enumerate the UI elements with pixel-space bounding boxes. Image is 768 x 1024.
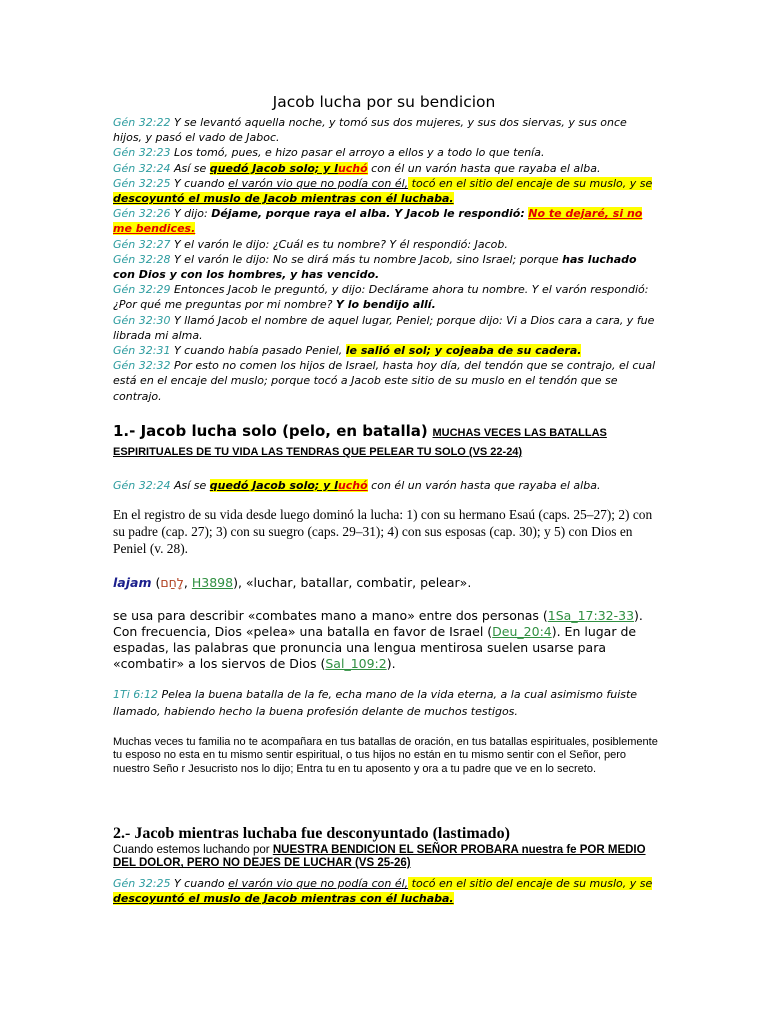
verse-25 <box>113 176 658 206</box>
verse-ref: Gén 32:24 <box>113 161 171 175</box>
verse-ref: Gén 32:32 <box>113 359 171 373</box>
section-1-subtitle: MUCHAS VECES LAS BATALLAS ESPIRITUALES DE TU VIDA LAS TENDRAS QUE PELEAR TU SOLO (VS 22-24) <box>113 427 607 458</box>
highlight-text: quedó Jacob solo; y l <box>209 161 338 175</box>
usage-text: ). <box>386 656 396 671</box>
section-2-intro <box>113 844 668 871</box>
punct: , <box>183 575 192 590</box>
section-2-heading: 2.- Jacob mientras luchaba fue desconyuntado (lastimado) <box>113 825 510 842</box>
verse-text: Y llamó Jacob el nombre de aquel lugar, Peniel; porque dijo: Vi a Dios cara a cara, y fue librada mi alma. <box>113 313 655 342</box>
verse-ref: Gén 32:30 <box>113 313 171 327</box>
verse-ref: Gén 32:23 <box>113 146 171 160</box>
intro-bold-text: NUESTRA BENDICION EL SEÑOR PROBARA nuestra fe POR MEDIO DEL DOLOR, PERO NO DEJES DE LUCHAR (VS 25-26) <box>113 844 646 870</box>
verse-ref: Gén 32:29 <box>113 283 171 297</box>
bold-text: Déjame, porque raya el alba. Y Jacob le respondió: <box>211 207 525 221</box>
ref-link-1sa[interactable]: 1Sa_17:32-33 <box>547 608 635 623</box>
usage-text: ). Con frecuencia, Dios «pelea» una batalla en favor de Israel ( <box>113 608 643 639</box>
underlined-text: el varón vio que no podía con él, <box>228 877 409 890</box>
verse-text: Y cuando <box>170 176 229 190</box>
verse-text: Por esto no comen los hijos de Israel, hasta hoy día, del tendón que se contrajo, el cual está en el encaje del muslo; porque tocó a Jacob este sitio de su muslo en el tendón que se contrajo. <box>113 359 656 403</box>
section-1-heading <box>113 423 663 461</box>
document-title: Jacob lucha por su bendicion <box>272 93 496 111</box>
lajam-word: lajam <box>113 575 152 590</box>
highlight-text: tocó en el sitio del encaje de su muslo, y se <box>408 176 653 190</box>
verse-28 <box>113 252 658 282</box>
verse-24 <box>113 161 658 176</box>
verse-ref: Gén 32:24 <box>113 479 171 492</box>
highlight-bold-text: descoyuntó el muslo de Jacob mientras con él luchaba. <box>113 892 454 906</box>
highlight-text: tocó en el sitio del encaje de su muslo, y se <box>408 877 653 890</box>
genesis-32-passage <box>113 115 658 404</box>
highlight-red-text: No te dejaré, si no me bendices. <box>113 207 643 236</box>
verse-32 <box>113 358 658 404</box>
verse-31 <box>113 343 658 358</box>
verse-text: Y cuando había pasado Peniel, <box>170 344 346 358</box>
bold-text: has luchado con Dios y con los hombres, y has vencido. <box>113 252 637 282</box>
usage-paragraph <box>113 608 658 672</box>
highlight-red-text: uchó <box>337 161 368 175</box>
verse-text: Y se levantó aquella noche, y tomó sus dos mujeres, y sus dos siervas, y sus once hijos, y pasó el vado de Jaboc. <box>113 116 627 145</box>
verse-text: Y el varón le dijo: No se dirá más tu nombre Jacob, sino Israel; porque <box>170 252 563 266</box>
section-1-verse <box>113 478 673 493</box>
usage-text: se usa para describir «combates mano a mano» entre dos personas ( <box>113 608 548 623</box>
verse-text: Así se <box>170 479 210 492</box>
verse-text: Pelea la buena batalla de la fe, echa mano de la vida eterna, a la cual asimismo fuiste llamado, habiendo hecho la buena profesión delante de muchos testigos. <box>113 688 638 718</box>
section-1-title: 1.- Jacob lucha solo (pelo, en batalla) <box>113 422 428 440</box>
highlight-bold-text: le salió el sol; y cojeaba de su cadera. <box>345 344 582 358</box>
verse-ref: Gén 32:27 <box>113 237 171 251</box>
ref-link-sal[interactable]: Sal_109:2 <box>325 656 387 671</box>
verse-30 <box>113 313 658 343</box>
verse-ref: Gén 32:26 <box>113 207 171 221</box>
verse-text: Entonces Jacob le preguntó, y dijo: Declárame ahora tu nombre. Y el varón respondió: ¿Por qué me preguntas por mi nombre? <box>113 283 649 312</box>
hebrew-word: לָחַם <box>160 575 184 590</box>
usage-text: ). En lugar de espadas, las palabras que pronuncia una lengua mentirosa suelen usarse para «combatir» a los siervos de Dios ( <box>113 624 637 671</box>
highlight-bold-text: descoyuntó el muslo de Jacob mientras con él luchaba. <box>113 192 454 206</box>
verse-text: Y cuando <box>170 877 229 890</box>
verse-text: Y dijo: <box>170 207 212 221</box>
family-paragraph: Muchas veces tu familia no te acompañara en tus batallas de oración, en tus batallas espirituales, posiblemente tu esposo no esta en tu mismo sentir espiritual, o tus hijos no están en tu mismo sentir con el Señor, pero nuestro Seño r Jesucristo nos lo dijo; Entra tu en tu aposento y ora a tu padre que ve en lo secreto. <box>113 736 658 775</box>
punct: ( <box>151 575 161 590</box>
verse-text: con él un varón hasta que rayaba el alba. <box>367 161 601 175</box>
verse-ref: 1Ti 6:12 <box>113 688 158 701</box>
verse-text: Y el varón le dijo: ¿Cuál es tu nombre? Y él respondió: Jacob. <box>170 237 508 251</box>
verse-27 <box>113 237 658 252</box>
verse-ref: Gén 32:25 <box>113 877 171 890</box>
highlight-text: quedó Jacob solo; y l <box>209 479 338 492</box>
lajam-definition <box>113 574 658 592</box>
intro-text: Cuando estemos luchando por <box>113 844 273 856</box>
verse-23 <box>113 145 658 160</box>
verse-22 <box>113 115 658 145</box>
verse-text: con él un varón hasta que rayaba el alba. <box>367 479 601 492</box>
verse-ref: Gén 32:28 <box>113 252 171 266</box>
strong-number-link[interactable]: H3898 <box>191 575 234 590</box>
definition-text: ), «luchar, batallar, combatir, pelear». <box>233 575 472 590</box>
timothy-verse <box>113 686 658 720</box>
verse-ref: Gén 32:25 <box>113 176 171 190</box>
ref-link-deu[interactable]: Deu_20:4 <box>492 624 552 639</box>
verse-29 <box>113 282 658 312</box>
verse-26 <box>113 206 658 236</box>
highlight-red-text: uchó <box>337 479 368 492</box>
verse-ref: Gén 32:31 <box>113 344 171 358</box>
section-1-paragraph: En el registro de su vida desde luego dominó la lucha: 1) con su hermano Esaú (caps. 25–27); 2) con su padre (cap. 27); 3) con su suegro (caps. 29–31); 4) con sus esposas (cap. 30); y 5) con Dios en Peniel (v. 28). <box>113 507 653 557</box>
verse-ref: Gén 32:22 <box>113 116 171 129</box>
section-2-verse <box>113 876 658 906</box>
verse-text: Así se <box>170 161 210 175</box>
underlined-text: el varón vio que no podía con él, <box>228 176 409 190</box>
bold-text: Y lo bendijo allí. <box>335 298 436 312</box>
verse-text: Los tomó, pues, e hizo pasar el arroyo a ellos y a todo lo que tenía. <box>170 146 545 160</box>
